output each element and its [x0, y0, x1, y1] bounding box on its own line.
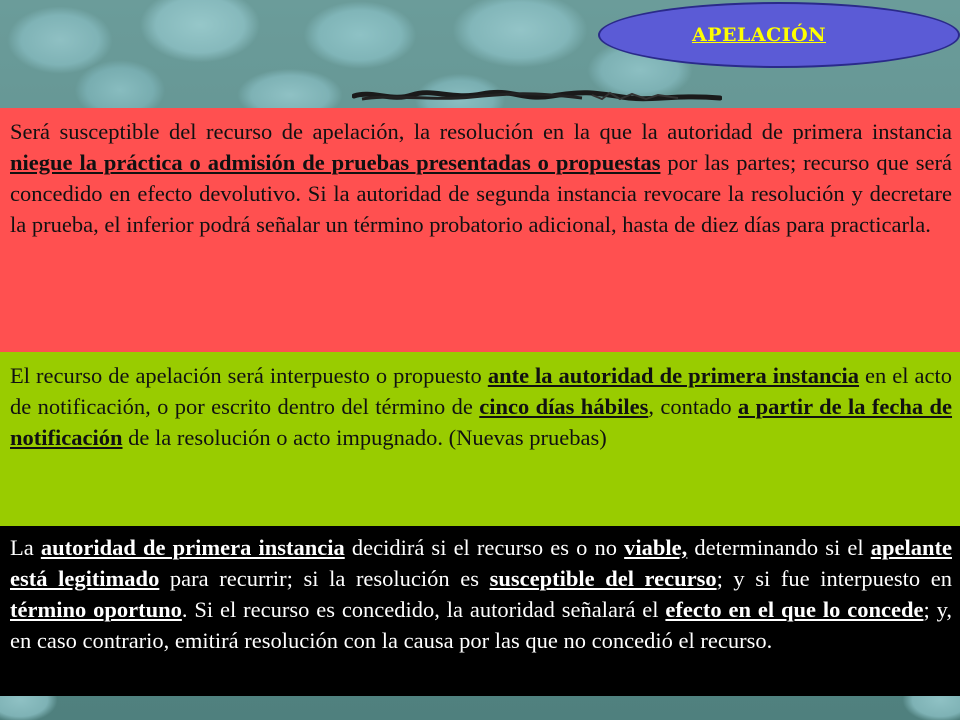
panel3-text-5: ; y si fue interpuesto en	[716, 566, 952, 591]
panel2-text-4: de la resolución o acto impugnado. (Nuevas pruebas)	[122, 425, 607, 450]
panel1-text-2: por las partes; recurso que será concedido en efecto devolutivo. Si la autoridad de segunda instancia revocare la resolución y decretare la prueba, el inferior podrá señalar un término probatorio adicional, hasta de diez días para practicarla.	[10, 150, 952, 237]
panel2-highlight-1: ante la autoridad de primera instancia	[487, 363, 860, 388]
panel3-highlight-1: autoridad de primera instancia	[40, 535, 345, 560]
panel3-highlight-2: viable,	[624, 535, 688, 560]
panel2-text-1: El recurso de apelación será interpuesto o propuesto	[10, 363, 488, 388]
panel3-text-4: para recurrir; si la resolución es	[159, 566, 490, 591]
panel3-text-6: . Si el recurso es concedido, la autoridad señalará el	[181, 597, 666, 622]
panel1-text-1: Será susceptible del recurso de apelación, la resolución en la que la autoridad de primera instancia	[10, 119, 952, 144]
panel2-text-2: en el acto de notificación, o por escrito dentro del término de	[10, 363, 952, 419]
panel3-highlight-3: apelante está legitimado	[10, 535, 952, 591]
panel3-highlight-5: término oportuno	[10, 597, 182, 622]
panel2-text-3: , contado	[648, 394, 738, 419]
title-label: APELACIÓN	[691, 24, 827, 46]
title-badge	[598, 2, 960, 68]
panel-interposicion	[0, 352, 960, 526]
panel-apelacion-pruebas	[0, 108, 960, 352]
decorative-scribble	[352, 86, 722, 106]
panel2-highlight-3: a partir de la fecha de notificación	[10, 394, 953, 450]
panel3-text-3: determinando si el	[687, 535, 871, 560]
panel3-text-2: decidirá si el recurso es o no	[344, 535, 625, 560]
panel2-highlight-2: cinco días hábiles	[479, 394, 649, 419]
panel3-highlight-6: efecto en el que lo concede	[665, 597, 924, 622]
panel-decision-autoridad	[0, 526, 960, 696]
panel3-text-7: ; y, en caso contrario, emitirá resolución con la causa por las que no concedió el recurso.	[10, 597, 953, 653]
panel1-highlight-1: niegue la práctica o admisión de pruebas presentadas o propuestas	[10, 150, 661, 175]
panel3-highlight-4: susceptible del recurso	[489, 566, 717, 591]
panel3-text-1: La	[10, 535, 41, 560]
